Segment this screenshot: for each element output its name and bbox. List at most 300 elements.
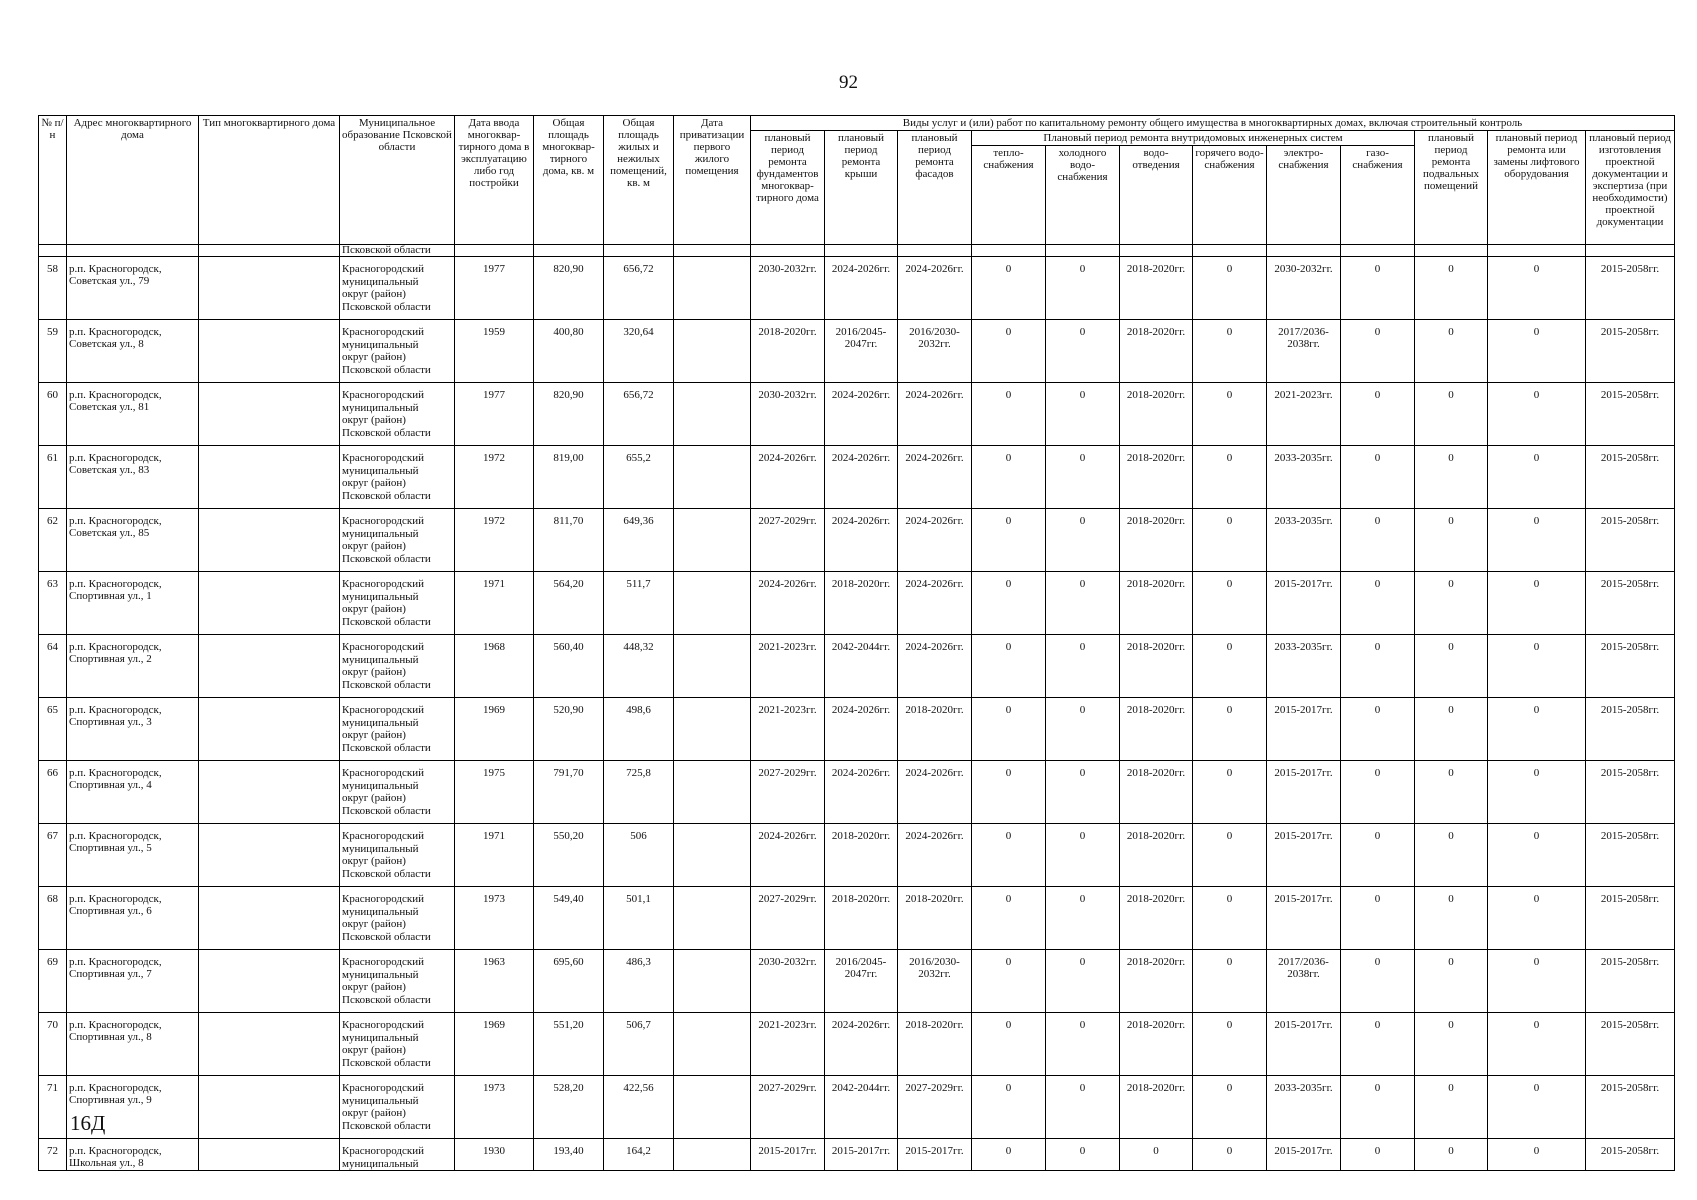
row-basement: 0	[1415, 1139, 1488, 1171]
row-gas: 0	[1341, 761, 1415, 824]
municipality-line: Красногородский	[342, 1019, 425, 1031]
row-design: 2015-2058гг.	[1586, 383, 1675, 446]
municipality-line: муниципальный	[342, 401, 419, 414]
row-privatization	[674, 1076, 751, 1139]
table-row	[39, 761, 1675, 824]
row-privatization	[674, 383, 751, 446]
header-sewer: водо-отведения	[1120, 146, 1193, 245]
row-sewer: 2018-2020гг.	[1120, 320, 1193, 383]
municipality-line: Псковской области	[342, 426, 431, 439]
table-row	[39, 257, 1675, 320]
header-roof: плановый период ремонта крыши	[825, 131, 898, 245]
address-line: Спортивная ул., 3	[69, 716, 152, 728]
row-facade: 2024-2026гг.	[898, 383, 972, 446]
row-electric: 2015-2017гг.	[1267, 1139, 1341, 1171]
row-privatization	[674, 824, 751, 887]
row-cold-water: 0	[1046, 698, 1120, 761]
row-year: 1975	[455, 761, 534, 824]
row-electric: 2030-2032гг.	[1267, 257, 1341, 320]
row-cold-water: 0	[1046, 1013, 1120, 1076]
row-living-area: 164,2	[604, 1139, 674, 1171]
row-privatization	[674, 1013, 751, 1076]
row-foundation: 2021-2023гг.	[751, 635, 825, 698]
row-type	[199, 446, 340, 509]
header-systems-group: Плановый период ремонта внутридомовых инженерных систем	[972, 131, 1415, 146]
row-address	[67, 509, 199, 572]
row-roof: 2018-2020гг.	[825, 572, 898, 635]
header-basement: плановый период ремонта подвальных помещений	[1415, 131, 1488, 245]
row-living-area: 656,72	[604, 383, 674, 446]
row-type	[199, 824, 340, 887]
row-design: 2015-2058гг.	[1586, 1013, 1675, 1076]
municipality-line: Псковской области	[342, 363, 431, 376]
row-facade: 2016/2030-2032гг.	[898, 320, 972, 383]
row-sewer: 2018-2020гг.	[1120, 509, 1193, 572]
row-gas: 0	[1341, 824, 1415, 887]
row-municipality	[340, 635, 455, 698]
row-facade: 2018-2020гг.	[898, 698, 972, 761]
row-sewer: 2018-2020гг.	[1120, 446, 1193, 509]
row-design: 2015-2058гг.	[1586, 950, 1675, 1013]
municipality-line: муниципальный	[342, 968, 419, 981]
row-facade: 2018-2020гг.	[898, 887, 972, 950]
address-line: Советская ул., 81	[69, 401, 150, 413]
row-municipality	[340, 320, 455, 383]
address-line: р.п. Красногородск,	[69, 1082, 162, 1094]
table-row	[39, 446, 1675, 509]
row-electric: 2015-2017гг.	[1267, 824, 1341, 887]
row-design: 2015-2058гг.	[1586, 446, 1675, 509]
address-line: р.п. Красногородск,	[69, 452, 162, 464]
municipality-line: муниципальный	[342, 338, 419, 351]
municipality-line: муниципальный	[342, 1094, 419, 1107]
header-no: № п/н	[39, 116, 67, 245]
row-design: 2015-2058гг.	[1586, 698, 1675, 761]
municipality-line: Красногородский	[342, 641, 425, 653]
row-year: 1977	[455, 383, 534, 446]
header-hot-water: горячего водо-снабжения	[1193, 146, 1267, 245]
row-heat: 0	[972, 572, 1046, 635]
row-basement: 0	[1415, 1076, 1488, 1139]
row-cold-water: 0	[1046, 824, 1120, 887]
row-type	[199, 761, 340, 824]
row-heat: 0	[972, 446, 1046, 509]
row-privatization	[674, 698, 751, 761]
municipality-line: муниципальный	[342, 464, 419, 477]
address-line: р.п. Красногородск,	[69, 326, 162, 338]
row-elevator: 0	[1488, 635, 1586, 698]
row-roof: 2015-2017гг.	[825, 1139, 898, 1171]
row-living-area: 649,36	[604, 509, 674, 572]
row-facade: 2016/2030-2032гг.	[898, 950, 972, 1013]
municipality-line: муниципальный	[342, 842, 419, 855]
row-gas: 0	[1341, 572, 1415, 635]
table-row	[39, 1139, 1675, 1171]
address-line: р.п. Красногородск,	[69, 641, 162, 653]
row-cold-water: 0	[1046, 635, 1120, 698]
row-facade: 2024-2026гг.	[898, 824, 972, 887]
address-line: Школьная ул., 8	[69, 1157, 144, 1169]
row-electric: 2015-2017гг.	[1267, 887, 1341, 950]
row-foundation: 2027-2029гг.	[751, 761, 825, 824]
row-type	[199, 257, 340, 320]
row-cold-water: 0	[1046, 509, 1120, 572]
row-year: 1969	[455, 698, 534, 761]
row-heat: 0	[972, 824, 1046, 887]
row-heat: 0	[972, 320, 1046, 383]
row-hot-water: 0	[1193, 1139, 1267, 1171]
row-gas: 0	[1341, 509, 1415, 572]
address-line: р.п. Красногородск,	[69, 389, 162, 401]
row-foundation: 2030-2032гг.	[751, 950, 825, 1013]
header-type: Тип многоквартирного дома	[199, 116, 340, 245]
municipality-line: Псковской области	[342, 993, 431, 1006]
row-gas: 0	[1341, 1013, 1415, 1076]
municipality-line: Красногородский	[342, 578, 425, 590]
row-electric: 2017/2036-2038гг.	[1267, 950, 1341, 1013]
row-total-area: 550,20	[534, 824, 604, 887]
municipality-line: Красногородский	[342, 704, 425, 716]
row-basement: 0	[1415, 824, 1488, 887]
row-living-area: 498,6	[604, 698, 674, 761]
table-row	[39, 950, 1675, 1013]
header-privatization-date: Дата приватизации первого жилого помещения	[674, 116, 751, 245]
row-roof: 2024-2026гг.	[825, 383, 898, 446]
municipality-line: округ (район)	[342, 351, 406, 363]
row-year: 1973	[455, 1076, 534, 1139]
row-gas: 0	[1341, 320, 1415, 383]
address-line: Спортивная ул., 8	[69, 1031, 152, 1043]
table-row	[39, 572, 1675, 635]
row-elevator: 0	[1488, 761, 1586, 824]
municipality-line: муниципальный	[342, 779, 419, 792]
row-foundation: 2027-2029гг.	[751, 509, 825, 572]
row-gas: 0	[1341, 383, 1415, 446]
row-year: 1930	[455, 1139, 534, 1171]
row-sewer: 2018-2020гг.	[1120, 383, 1193, 446]
row-facade: 2024-2026гг.	[898, 572, 972, 635]
municipality-line: муниципальный	[342, 1157, 419, 1170]
row-year: 1972	[455, 509, 534, 572]
row-heat: 0	[972, 635, 1046, 698]
row-hot-water: 0	[1193, 383, 1267, 446]
row-address	[67, 698, 199, 761]
row-municipality	[340, 572, 455, 635]
row-year: 1959	[455, 320, 534, 383]
address-line: Спортивная ул., 2	[69, 653, 152, 665]
row-basement: 0	[1415, 257, 1488, 320]
row-elevator: 0	[1488, 1013, 1586, 1076]
row-gas: 0	[1341, 887, 1415, 950]
municipality-line: округ (район)	[342, 477, 406, 489]
row-foundation: 2024-2026гг.	[751, 446, 825, 509]
row-electric: 2015-2017гг.	[1267, 698, 1341, 761]
row-gas: 0	[1341, 635, 1415, 698]
row-total-area: 560,40	[534, 635, 604, 698]
row-cold-water: 0	[1046, 446, 1120, 509]
row-year: 1963	[455, 950, 534, 1013]
row-number: 72	[39, 1139, 67, 1171]
row-municipality	[340, 383, 455, 446]
row-facade: 2024-2026гг.	[898, 509, 972, 572]
row-sewer: 2018-2020гг.	[1120, 572, 1193, 635]
row-cold-water: 0	[1046, 1139, 1120, 1171]
address-line: р.п. Красногородск,	[69, 578, 162, 590]
row-foundation: 2024-2026гг.	[751, 824, 825, 887]
row-roof: 2042-2044гг.	[825, 635, 898, 698]
row-year: 1969	[455, 1013, 534, 1076]
row-living-area: 486,3	[604, 950, 674, 1013]
row-type	[199, 509, 340, 572]
header-municipality: Муниципальное образование Псковской области	[340, 116, 455, 245]
row-roof: 2016/2045-2047гг.	[825, 950, 898, 1013]
address-line: р.п. Красногородск,	[69, 767, 162, 779]
row-hot-water: 0	[1193, 1013, 1267, 1076]
row-living-area: 725,8	[604, 761, 674, 824]
row-heat: 0	[972, 950, 1046, 1013]
row-elevator: 0	[1488, 698, 1586, 761]
address-line: Спортивная ул., 6	[69, 905, 152, 917]
row-design: 2015-2058гг.	[1586, 824, 1675, 887]
address-line: р.п. Красногородск,	[69, 956, 162, 968]
row-elevator: 0	[1488, 257, 1586, 320]
municipality-line: Красногородский	[342, 830, 425, 842]
row-number: 66	[39, 761, 67, 824]
row-electric: 2033-2035гг.	[1267, 1076, 1341, 1139]
municipality-line: округ (район)	[342, 1044, 406, 1056]
row-privatization	[674, 887, 751, 950]
municipality-line: Красногородский	[342, 452, 425, 464]
row-design: 2015-2058гг.	[1586, 572, 1675, 635]
row-type	[199, 698, 340, 761]
row-cold-water: 0	[1046, 572, 1120, 635]
row-cold-water: 0	[1046, 320, 1120, 383]
row-elevator: 0	[1488, 887, 1586, 950]
row-privatization	[674, 257, 751, 320]
municipality-line: муниципальный	[342, 590, 419, 603]
row-number: 61	[39, 446, 67, 509]
municipality-line: округ (район)	[342, 729, 406, 741]
row-cold-water: 0	[1046, 887, 1120, 950]
row-hot-water: 0	[1193, 635, 1267, 698]
row-foundation: 2021-2023гг.	[751, 1013, 825, 1076]
row-municipality	[340, 1013, 455, 1076]
row-elevator: 0	[1488, 320, 1586, 383]
row-basement: 0	[1415, 950, 1488, 1013]
row-design: 2015-2058гг.	[1586, 320, 1675, 383]
row-heat: 0	[972, 383, 1046, 446]
row-facade: 2018-2020гг.	[898, 1013, 972, 1076]
header-electric: электро-снабжения	[1267, 146, 1341, 245]
row-total-area: 695,60	[534, 950, 604, 1013]
row-living-area: 501,1	[604, 887, 674, 950]
row-gas: 0	[1341, 950, 1415, 1013]
row-number: 58	[39, 257, 67, 320]
municipality-line: Красногородский	[342, 956, 425, 968]
row-address	[67, 383, 199, 446]
header-works-group: Виды услуг и (или) работ по капитальному ремонту общего имущества в многоквартирных домах, включая строительный контроль	[751, 116, 1675, 131]
row-address	[67, 320, 199, 383]
header-gas: газо-снабжения	[1341, 146, 1415, 245]
row-number: 69	[39, 950, 67, 1013]
row-municipality	[340, 509, 455, 572]
municipality-line: Красногородский	[342, 767, 425, 779]
municipality-line: округ (район)	[342, 1107, 406, 1119]
municipality-line: Псковской области	[342, 552, 431, 565]
municipality-line: муниципальный	[342, 653, 419, 666]
row-design: 2015-2058гг.	[1586, 1139, 1675, 1171]
municipality-line: Красногородский	[342, 893, 425, 905]
row-year: 1968	[455, 635, 534, 698]
row-total-area: 791,70	[534, 761, 604, 824]
municipality-line: Красногородский	[342, 389, 425, 401]
row-heat: 0	[972, 509, 1046, 572]
address-line: Советская ул., 85	[69, 527, 150, 539]
row-living-area: 422,56	[604, 1076, 674, 1139]
row-foundation: 2024-2026гг.	[751, 572, 825, 635]
row-municipality	[340, 1076, 455, 1139]
row-municipality	[340, 698, 455, 761]
address-line: р.п. Красногородск,	[69, 1019, 162, 1031]
address-line: р.п. Красногородск,	[69, 830, 162, 842]
table-row	[39, 320, 1675, 383]
row-cold-water: 0	[1046, 950, 1120, 1013]
row-type	[199, 887, 340, 950]
row-address	[67, 572, 199, 635]
row-municipality	[340, 1139, 455, 1171]
address-line: Спортивная ул., 1	[69, 590, 152, 602]
row-address	[67, 950, 199, 1013]
municipality-line: округ (район)	[342, 288, 406, 300]
row-privatization	[674, 509, 751, 572]
row-sewer: 2018-2020гг.	[1120, 698, 1193, 761]
row-gas: 0	[1341, 257, 1415, 320]
row-roof: 2024-2026гг.	[825, 1013, 898, 1076]
header-living-area: Общая площадь жилых и нежилых помещений, кв. м	[604, 116, 674, 245]
row-hot-water: 0	[1193, 257, 1267, 320]
row-electric: 2033-2035гг.	[1267, 446, 1341, 509]
row-address	[67, 887, 199, 950]
row-facade: 2024-2026гг.	[898, 635, 972, 698]
row-cold-water: 0	[1046, 761, 1120, 824]
row-roof: 2024-2026гг.	[825, 446, 898, 509]
row-roof: 2024-2026гг.	[825, 257, 898, 320]
row-foundation: 2027-2029гг.	[751, 1076, 825, 1139]
address-line: р.п. Красногородск,	[69, 893, 162, 905]
row-elevator: 0	[1488, 572, 1586, 635]
address-line: р.п. Красногородск,	[69, 704, 162, 716]
row-municipality	[340, 761, 455, 824]
header-design: плановый период изготовления проектной документации и экспертиза (при необходимости) проектной документации	[1586, 131, 1675, 245]
row-type	[199, 1076, 340, 1139]
row-year: 1971	[455, 824, 534, 887]
row-facade: 2015-2017гг.	[898, 1139, 972, 1171]
table-row	[39, 509, 1675, 572]
row-hot-water: 0	[1193, 950, 1267, 1013]
row-type	[199, 1139, 340, 1171]
row-sewer: 2018-2020гг.	[1120, 824, 1193, 887]
address-line: р.п. Красногородск,	[69, 263, 162, 275]
row-year: 1977	[455, 257, 534, 320]
row-number: 64	[39, 635, 67, 698]
row-heat: 0	[972, 887, 1046, 950]
row-heat: 0	[972, 761, 1046, 824]
row-gas: 0	[1341, 1076, 1415, 1139]
row-electric: 2033-2035гг.	[1267, 509, 1341, 572]
row-electric: 2033-2035гг.	[1267, 635, 1341, 698]
page-number: 92	[839, 72, 858, 93]
row-type	[199, 635, 340, 698]
row-total-area: 520,90	[534, 698, 604, 761]
row-basement: 0	[1415, 698, 1488, 761]
row-cold-water: 0	[1046, 257, 1120, 320]
row-number: 71	[39, 1076, 67, 1139]
address-line: Советская ул., 79	[69, 275, 150, 287]
continuation-municipality: Псковской области	[340, 245, 455, 257]
header-address: Адрес многоквартирного дома	[67, 116, 199, 245]
row-design: 2015-2058гг.	[1586, 887, 1675, 950]
row-type	[199, 572, 340, 635]
row-basement: 0	[1415, 1013, 1488, 1076]
row-sewer: 2018-2020гг.	[1120, 1013, 1193, 1076]
row-heat: 0	[972, 1013, 1046, 1076]
row-design: 2015-2058гг.	[1586, 1076, 1675, 1139]
row-municipality	[340, 824, 455, 887]
row-elevator: 0	[1488, 824, 1586, 887]
row-foundation: 2021-2023гг.	[751, 698, 825, 761]
row-elevator: 0	[1488, 950, 1586, 1013]
row-living-area: 511,7	[604, 572, 674, 635]
row-hot-water: 0	[1193, 572, 1267, 635]
row-basement: 0	[1415, 320, 1488, 383]
row-number: 63	[39, 572, 67, 635]
row-design: 2015-2058гг.	[1586, 257, 1675, 320]
row-hot-water: 0	[1193, 887, 1267, 950]
row-hot-water: 0	[1193, 509, 1267, 572]
row-privatization	[674, 761, 751, 824]
row-municipality	[340, 950, 455, 1013]
municipality-line: Красногородский	[342, 1145, 425, 1157]
row-living-area: 656,72	[604, 257, 674, 320]
table-row	[39, 635, 1675, 698]
row-total-area: 528,20	[534, 1076, 604, 1139]
row-heat: 0	[972, 698, 1046, 761]
table-row	[39, 1076, 1675, 1139]
municipality-line: Псковской области	[342, 678, 431, 691]
row-basement: 0	[1415, 509, 1488, 572]
row-living-area: 655,2	[604, 446, 674, 509]
row-type	[199, 320, 340, 383]
municipality-line: Псковской области	[342, 804, 431, 817]
row-living-area: 506	[604, 824, 674, 887]
municipality-line: Красногородский	[342, 1082, 425, 1094]
municipality-line: муниципальный	[342, 275, 419, 288]
address-line: Спортивная ул., 9	[69, 1094, 152, 1106]
row-address	[67, 257, 199, 320]
municipality-line: округ (район)	[342, 855, 406, 867]
row-hot-water: 0	[1193, 698, 1267, 761]
municipality-line: округ (район)	[342, 981, 406, 993]
row-roof: 2016/2045-2047гг.	[825, 320, 898, 383]
municipality-line: Псковской области	[342, 741, 431, 754]
row-sewer: 2018-2020гг.	[1120, 1076, 1193, 1139]
municipality-line: Псковской области	[342, 930, 431, 943]
row-gas: 0	[1341, 1139, 1415, 1171]
row-basement: 0	[1415, 446, 1488, 509]
row-electric: 2015-2017гг.	[1267, 572, 1341, 635]
row-basement: 0	[1415, 887, 1488, 950]
row-design: 2015-2058гг.	[1586, 761, 1675, 824]
